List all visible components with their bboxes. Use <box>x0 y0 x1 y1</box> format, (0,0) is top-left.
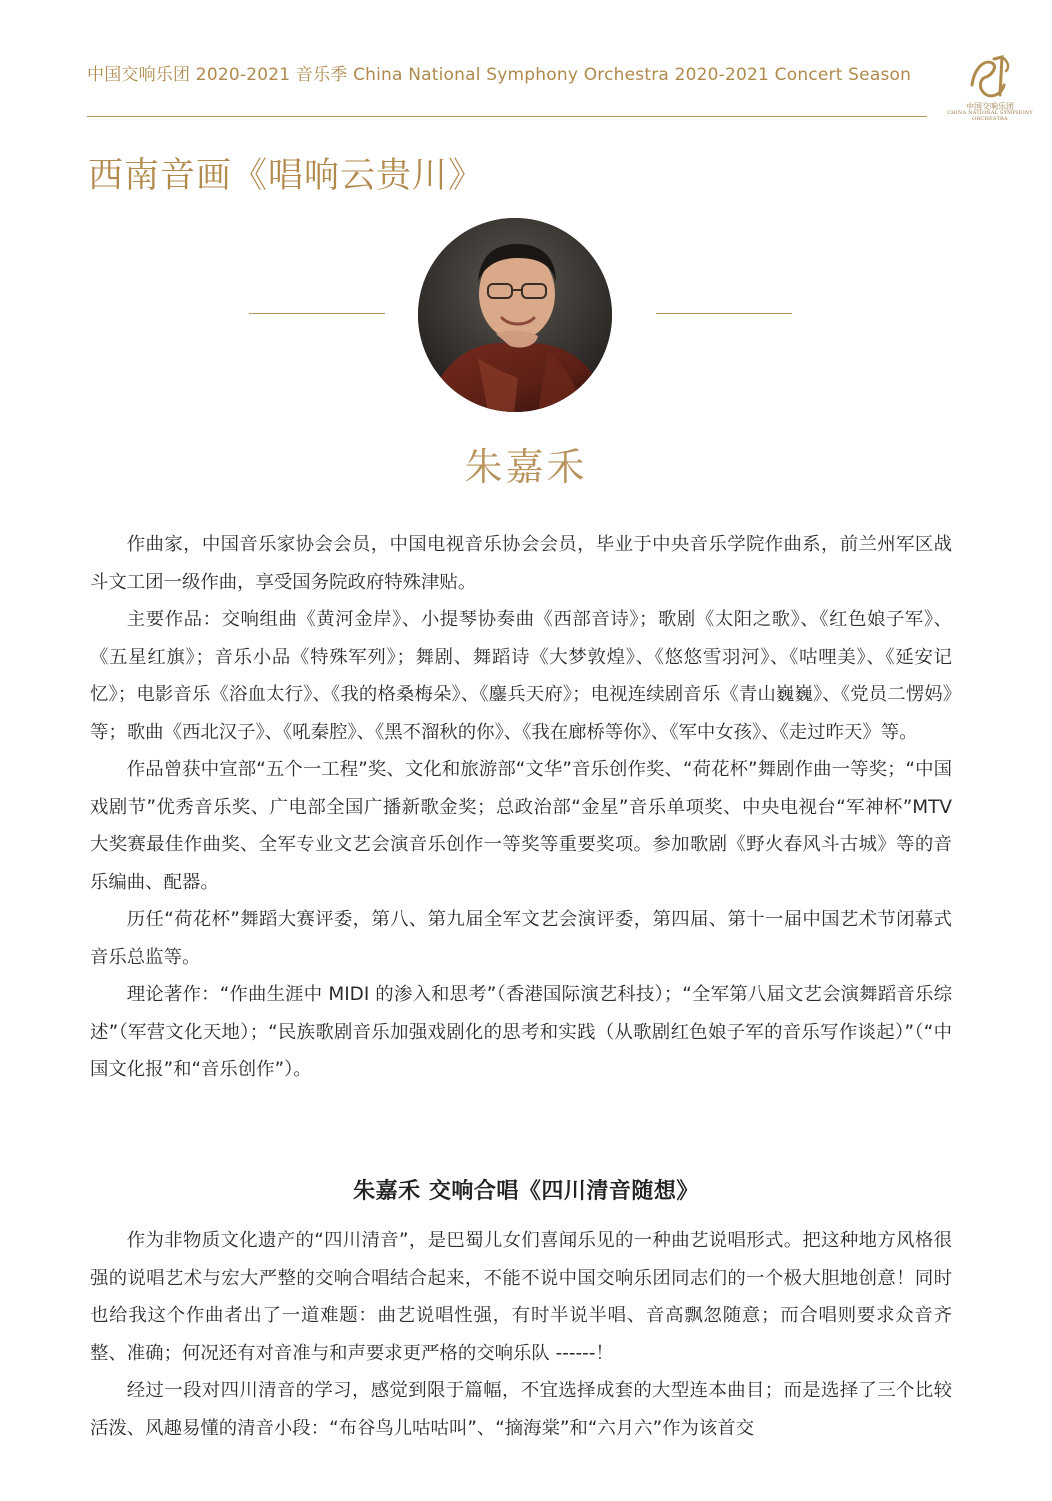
work-description <box>90 1222 952 1447</box>
work-paragraph: 作为非物质文化遗产的“四川清音”，是巴蜀儿女们喜闻乐见的一种曲艺说唱形式。把这种地方风格很强的说唱艺术与宏大严整的交响合唱结合起来，不能不说中国交响乐团同志们的一个极大胆地创意！同时也给我这个作曲者出了一道难题：曲艺说唱性强，有时半说半唱、音高飘忽随意；而合唱则要求众音齐整、准确；何况还有对音准与和声要求更严格的交响乐队 ------！ <box>90 1230 952 1364</box>
person-name: 朱嘉禾 <box>464 445 588 489</box>
bio-paragraph: 理论著作：“作曲生涯中 MIDI 的渗入和思考”（香港国际演艺科技）；“全军第八届文艺会演舞蹈音乐综述”（军营文化天地）；“民族歌剧音乐加强戏剧化的思考和实践（从歌剧红色娘子军的音乐写作谈起）”（“中国文化报”和“音乐创作”）。 <box>90 984 952 1080</box>
header-text: 中国交响乐团 2020-2021 音乐季 China National Symphony Orchestra 2020-2021 Concert Season <box>87 65 912 85</box>
page-title: 西南音画《唱响云贵川》 <box>88 156 485 196</box>
orchestra-logo <box>940 55 1040 127</box>
logo-english-text: CHINA NATIONAL SYMPHONY ORCHESTRA <box>947 110 1033 122</box>
orchestra-logo-mark <box>968 55 1012 101</box>
portrait-photo <box>418 218 612 412</box>
header-divider <box>87 116 927 117</box>
work-paragraph: 经过一段对四川清音的学习，感觉到限于篇幅，不宜选择成套的大型连本曲目；而是选择了三个比较活泼、风趣易懂的清音小段：“布谷鸟儿咕咕叫”、“摘海棠”和“六月六”作为该首交 <box>90 1380 952 1439</box>
bio-paragraph: 历任“荷花杯”舞蹈大赛评委，第八、第九届全军文艺会演评委，第四届、第十一届中国艺术节闭幕式音乐总监等。 <box>90 909 952 968</box>
biography-section <box>90 526 952 1089</box>
bio-paragraph: 主要作品：交响组曲《黄河金岸》、小提琴协奏曲《西部音诗》；歌剧《太阳之歌》、《红色娘子军》、《五星红旗》；音乐小品《特殊军列》；舞剧、舞蹈诗《大梦敦煌》、《悠悠雪羽河》、《咕哩美》、《延安记忆》；电影音乐《浴血太行》、《我的格桑梅朵》、《鏖兵天府》；电视连续剧音乐《青山巍巍》、《党员二愣妈》等；歌曲《西北汉子》、《吼秦腔》、《黑不溜秋的你》、《我在廊桥等你》、《军中女孩》、《走过昨天》等。 <box>90 609 952 743</box>
logo-chinese-text: 中国交响乐团 <box>966 102 1014 111</box>
portrait-right-rule <box>656 313 792 314</box>
bio-paragraph: 作曲家，中国音乐家协会会员，中国电视音乐协会会员，毕业于中央音乐学院作曲系，前兰州军区战斗文工团一级作曲，享受国务院政府特殊津贴。 <box>90 534 952 593</box>
bio-paragraph: 作品曾获中宣部“五个一工程”奖、文化和旅游部“文华”音乐创作奖、“荷花杯”舞剧作曲一等奖；“中国戏剧节”优秀音乐奖、广电部全国广播新歌金奖；总政治部“金星”音乐单项奖、中央电视台“军神杯”MTV 大奖赛最佳作曲奖、全军专业文艺会演音乐创作一等奖等重要奖项。参加歌剧《野火春风斗古城》等的音乐编曲、配器。 <box>90 759 952 893</box>
portrait-left-rule <box>249 313 385 314</box>
work-title: 朱嘉禾 交响合唱《四川清音随想》 <box>353 1179 699 1204</box>
